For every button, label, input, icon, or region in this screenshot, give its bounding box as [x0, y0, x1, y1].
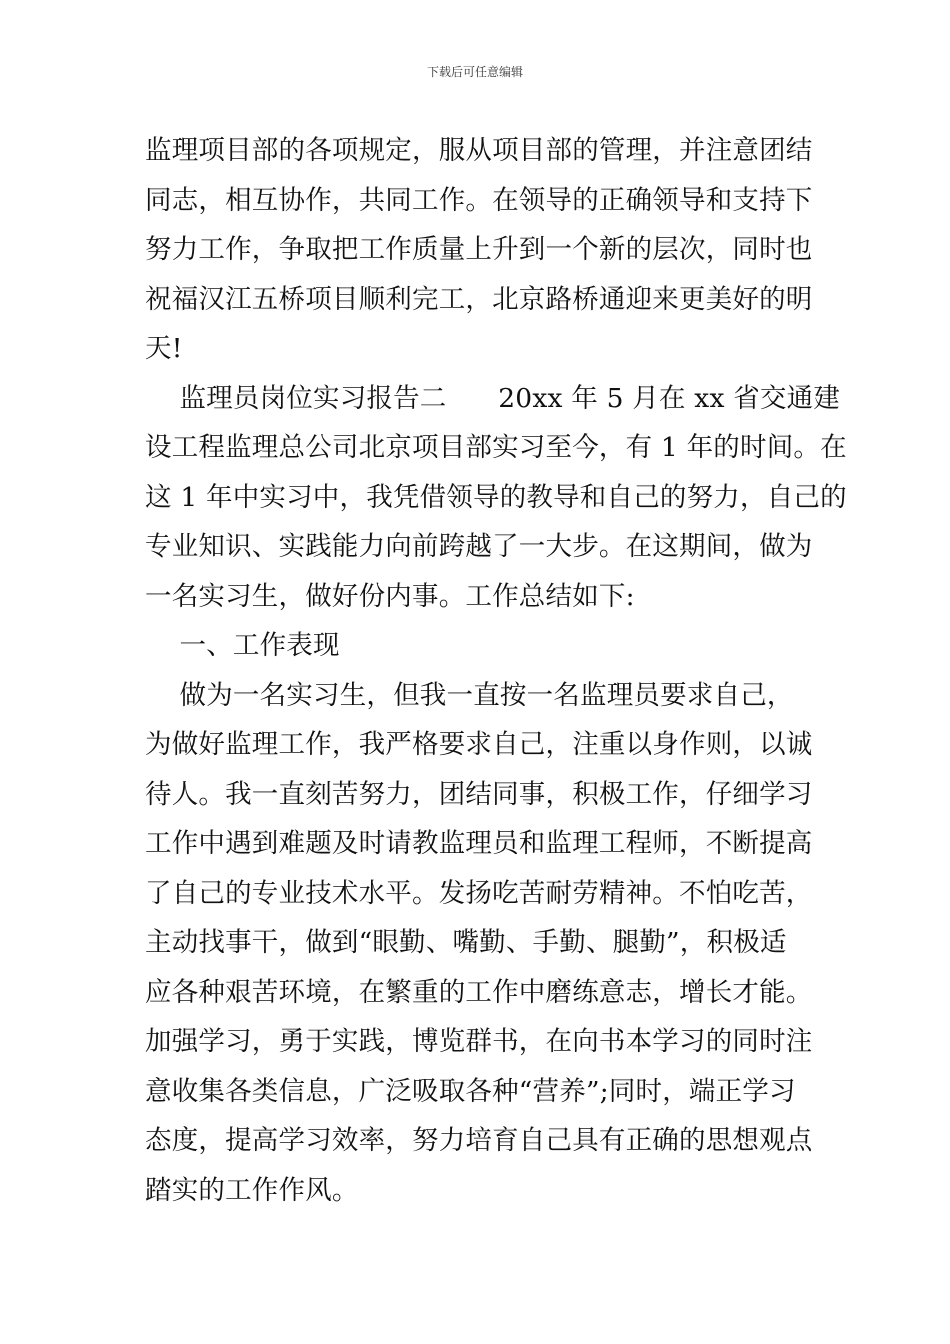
text-line: 天! [145, 333, 183, 364]
text-line: 待人。我一直刻苦努力，团结同事，积极工作，仔细学习 [145, 778, 813, 810]
text-line: 专业知识、实践能力向前跨越了一大步。在这期间，做为 [145, 531, 813, 562]
text-line: 踏实的工作作风。 [145, 1174, 359, 1206]
text-line: 设工程监理总公司北京项目部实习至今，有 1 年的时间。在 [145, 432, 847, 463]
text-line: 了自己的专业技术水平。发扬吃苦耐劳精神。不怕吃苦， [145, 877, 813, 909]
text-line: 祝福汉江五桥项目顺利完工，北京路桥通迎来更美好的明 [145, 283, 813, 315]
text-line: 监理项目部的各项规定，服从项目部的管理，并注意团结 [145, 135, 813, 166]
subheading-line: 一、工作表现 [145, 630, 340, 661]
text-line: 主动找事干，做到“眼勤、嘴勤、手勤、腿勤”，积极适 [145, 927, 787, 958]
section-title-line: 监理员岗位实习报告二 20xx 年 5 月在 xx 省交通建 [145, 382, 841, 414]
text-line: 同志，相互协作，共同工作。在领导的正确领导和支持下 [145, 184, 813, 216]
text-line: 意收集各类信息，广泛吸取各种“营养”;同时，端正学习 [145, 1075, 796, 1107]
text-line: 做为一名实习生，但我一直按一名监理员要求自己， [145, 679, 794, 711]
text-line: 努力工作，争取把工作质量上升到一个新的层次，同时也 [145, 234, 813, 265]
text-line: 态度，提高学习效率，努力培育自己具有正确的思想观点 [145, 1125, 813, 1156]
text-line: 加强学习，勇于实践，博览群书，在向书本学习的同时注 [145, 1026, 813, 1057]
text-line: 工作中遇到难题及时请教监理员和监理工程师，不断提高 [145, 828, 813, 859]
page-header: 下载后可任意编辑 [426, 65, 523, 79]
text-line: 一名实习生，做好份内事。工作总结如下: [145, 580, 635, 612]
text-line: 应各种艰苦环境，在繁重的工作中磨练意志，增长才能。 [145, 976, 813, 1008]
document-body [145, 126, 847, 1215]
text-line: 为做好监理工作，我严格要求自己，注重以身作则，以诚 [145, 729, 813, 760]
text-line: 这 1 年中实习中，我凭借领导的教导和自己的努力，自己的 [145, 481, 847, 513]
